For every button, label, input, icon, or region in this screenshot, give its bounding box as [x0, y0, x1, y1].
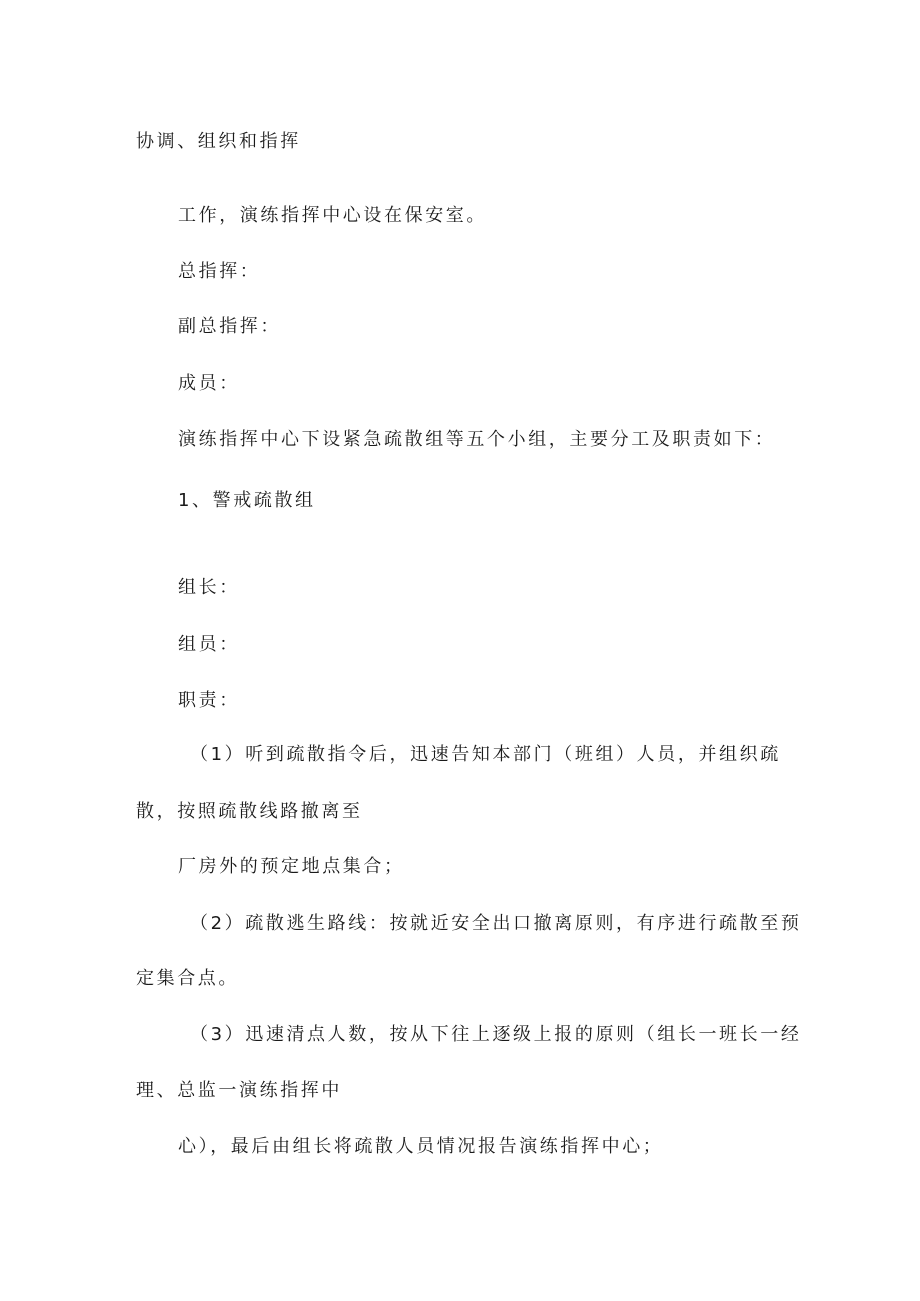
text-line-duty-1-end: 厂房外的预定地点集合； — [178, 856, 405, 877]
text-line-duty-3: （3）迅速清点人数，按从下往上逐级上报的原则（组长一班长一经 — [190, 1024, 802, 1045]
section-heading-evacuation-group: 1、警戒疏散组 — [178, 490, 316, 511]
text-line-duty-2: （2）疏散逃生路线：按就近安全出口撤离原则，有序进行疏散至预 — [190, 913, 802, 934]
text-line-commander: 总指挥： — [178, 261, 261, 282]
text-line-groups-intro: 演练指挥中心下设紧急疏散组等五个小组，主要分工及职责如下： — [178, 429, 776, 450]
text-line-duty-3-cont: 理、总监一演练指挥中 — [136, 1080, 342, 1101]
text-line-duty-3-end: 心），最后由组长将疏散人员情况报告演练指挥中心； — [178, 1136, 664, 1157]
text-line-members: 成员： — [178, 373, 240, 394]
text-line-duty-2-cont: 定集合点。 — [136, 968, 239, 989]
text-line-duty-1: （1）听到疏散指令后，迅速告知本部门（班组）人员，并组织疏 — [190, 744, 781, 765]
text-line-duty-1-cont: 散，按照疏散线路撤离至 — [136, 801, 363, 822]
text-line-coordination: 协调、组织和指挥 — [136, 131, 301, 152]
text-line-duties: 职责： — [178, 690, 240, 711]
text-line-group-leader: 组长： — [178, 577, 240, 598]
text-line-group-members: 组员： — [178, 634, 240, 655]
text-line-command-center: 工作，演练指挥中心设在保安室。 — [178, 205, 487, 226]
text-line-deputy-commander: 副总指挥： — [178, 316, 281, 337]
